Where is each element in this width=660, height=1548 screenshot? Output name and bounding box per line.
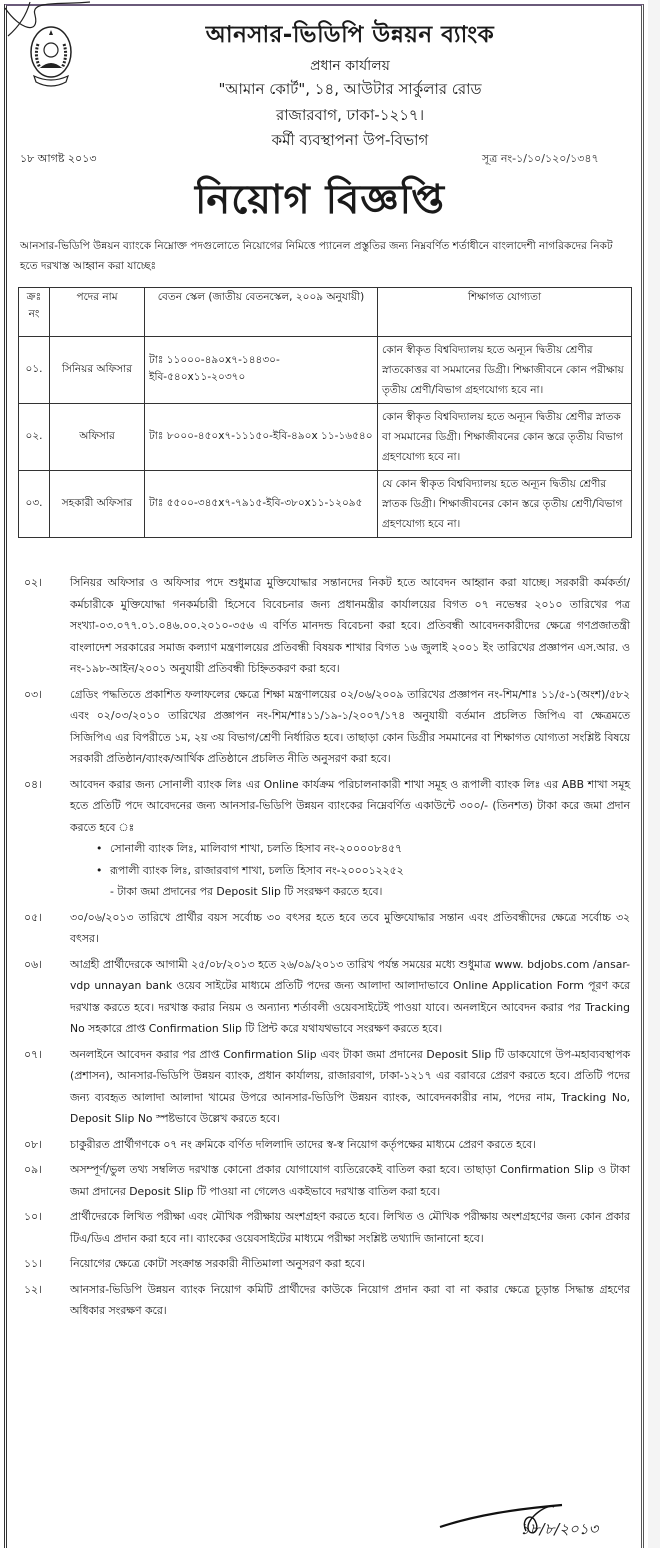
row-serial: ০৩. bbox=[19, 471, 50, 538]
clause-number: ০৪। bbox=[24, 777, 42, 791]
table-header-row bbox=[19, 288, 632, 337]
bank-account-item: • সোনালী ব্যাংক লিঃ, মালিবাগ শাখা, চলতি হিসাব নং-২০০০০৮৪৫৭ bbox=[96, 838, 630, 860]
row-post-name: অফিসার bbox=[50, 404, 145, 471]
clause-text: আবেদন করার জন্য সোনালী ব্যাংক লিঃ এর Online কার্যক্রম পরিচালনাকারী শাখা সমূহ ও রূপালী ব্যাংক লিঃ এর ABB শাখা সমূহ হতে প্রতিটি পদে আবেদনের জন্য আনসার-ভিডিপি উন্নয়ন ব্যাংকের নিম্নেবর্ণিত একাউন্টে ৩০০/- (তিনশত) টাকা করে জমা প্রদান করতে হবে ঃ bbox=[70, 777, 630, 834]
clause-07 bbox=[18, 1044, 638, 1130]
clause-text: নিয়োগের ক্ষেত্রে কোটা সংক্রান্ত সরকারী নীতিমালা অনুসরণ করা হবে। bbox=[70, 1257, 365, 1270]
clause-10 bbox=[18, 1206, 638, 1249]
clause-text: আনসার-ভিডিপি উন্নয়ন ব্যাংক নিয়োগ কমিটি প্রার্থীদের কাউকে নিয়োগ প্রদান করা বা না করার ক্ষেত্রে চূড়ান্ত সিদ্ধান্ত গ্রহণের অধিকার সংরক্ষণ করে। bbox=[70, 1282, 630, 1317]
page-edge bbox=[648, 0, 660, 1548]
clause-05 bbox=[18, 907, 638, 950]
bank-account-list bbox=[70, 838, 630, 881]
row-post-name: সহকারী অফিসার bbox=[50, 471, 145, 538]
head-office-label: প্রধান কার্যালয় bbox=[310, 58, 390, 74]
clause-02 bbox=[18, 572, 638, 680]
posts-table bbox=[18, 287, 632, 538]
header-education: শিক্ষাগত যোগ্যতা bbox=[378, 288, 632, 337]
header-serial: ক্রঃ নং bbox=[19, 288, 50, 337]
bank-emblem-icon bbox=[28, 24, 74, 92]
row-pay-scale: টাঃ ৫৫০০-৩৪৫x৭-৭৯১৫-ইবি-৩৮০x১১-১২০৯৫ bbox=[145, 471, 378, 538]
clause-number: ১২। bbox=[24, 1282, 42, 1296]
bank-name: আনসার-ভিডিপি উন্নয়ন ব্যাংক bbox=[205, 22, 495, 48]
deposit-slip-note: - টাকা জমা প্রদানের পর Deposit Slip টি সংরক্ষণ করতে হবে। bbox=[110, 885, 383, 898]
table-row bbox=[19, 404, 632, 471]
notice-date: ১৮ আগষ্ট ২০১৩ bbox=[20, 152, 97, 165]
clause-08 bbox=[18, 1134, 638, 1156]
table-row bbox=[19, 471, 632, 538]
clause-06 bbox=[18, 954, 638, 1040]
clause-09 bbox=[18, 1159, 638, 1202]
row-serial: ০১. bbox=[19, 337, 50, 404]
clause-number: ০৩। bbox=[24, 687, 42, 701]
clause-number: ০৫। bbox=[24, 910, 42, 924]
clause-number: ১১। bbox=[24, 1257, 42, 1270]
clause-12 bbox=[18, 1279, 638, 1322]
clause-text: অসম্পূর্ণ/ভুল তথ্য সম্বলিত দরখাস্ত কোনো প্রকার যোগাযোগ ব্যতিরেকেই বাতিল করা হবে। তাছাড়া Confirmation Slip ও টাকা জমা প্রদানের Deposit Slip টি পাওয়া না গেলেও একইভাবে দরখাস্ত বাতিল করা হবে। bbox=[70, 1163, 630, 1198]
row-pay-scale: টাঃ ১১০০০-৪৯০x৭-১৪৪৩০-ইবি-৫৪০x১১-২০৩৭০ bbox=[145, 337, 378, 404]
clause-body bbox=[70, 774, 638, 903]
clause-text: চাকুরীরত প্রার্থীগণকে ০৭ নং ক্রমিকে বর্ণিত দলিলাদি তাদের স্ব-স্ব নিয়োগ কর্তৃপক্ষের মাধ্যমে প্রেরণ করতে হবে। bbox=[70, 1137, 537, 1151]
department-label: কর্মী ব্যবস্থাপনা উপ-বিভাগ bbox=[271, 131, 429, 149]
clause-number: ০২। bbox=[24, 576, 42, 589]
clause-03 bbox=[18, 684, 638, 770]
bank-account-item: • রূপালী ব্যাংক লিঃ, রাজারবাগ শাখা, চলতি হিসাব নং-২০০০১২২৫২ bbox=[96, 860, 630, 882]
header-pay-scale: বেতন স্কেল (জাতীয় বেতনস্কেল, ২০০৯ অনুযায়ী) bbox=[145, 288, 378, 337]
clause-11 bbox=[18, 1253, 638, 1275]
clause-04 bbox=[18, 774, 638, 903]
header-post-name: পদের নাম bbox=[50, 288, 145, 337]
row-pay-scale: টাঃ ৮০০০-৪৫০x৭-১১১৫০-ইবি-৪৯০x ১১-১৬৫৪০ bbox=[145, 404, 378, 471]
clause-number: ০৯। bbox=[24, 1163, 42, 1176]
row-education: কোন স্বীকৃত বিশ্ববিদ্যালয় হতে অন্যূন দ্বিতীয় শ্রেণীর স্নাতক বা সমমানের ডিগ্রী। শিক্ষাজীবনের কোন স্তরে তৃতীয় বিভাগ গ্রহণযোগ্য হবে না। bbox=[378, 404, 632, 471]
row-education: যে কোন স্বীকৃত বিশ্ববিদ্যালয় হতে অন্যূন দ্বিতীয় শ্রেণীর স্নাতক ডিগ্রী। শিক্ষাজীবনের কোন স্তরে তৃতীয় শ্রেণী/বিভাগ গ্রহণযোগ্য হবে না। bbox=[378, 471, 632, 538]
clause-text: ৩০/০৬/২০১৩ তারিখে প্রার্থীর বয়স সর্বোচ্চ ৩০ বৎসর হতে হবে তবে মুক্তিযোদ্ধার সন্তান এবং প্রতিবন্ধীদের ক্ষেত্রে সর্বোচ্চ ৩২ বৎসর। bbox=[70, 910, 630, 945]
clause-text: প্রার্থীদেরকে লিখিত পরীক্ষা এবং মৌখিক পরীক্ষায় অংশগ্রহণ করতে হবে। লিখিত ও মৌখিক পরীক্ষায় অংশগ্রহণের জন্য কোন প্রকার টিএ/ডিএ প্রদান করা হবে না। ব্যাংকের ওয়েবসাইটের মাধ্যমে পরীক্ষা সংশ্লিষ্ট তথ্যাদি জানানো হবে। bbox=[70, 1210, 630, 1245]
terms-list bbox=[18, 572, 638, 1326]
address-line-2: রাজারবাগ, ঢাকা-১২১৭। bbox=[275, 106, 425, 124]
clause-text: গ্রেডিং পদ্ধতিতে প্রকাশিত ফলাফলের ক্ষেত্রে শিক্ষা মন্ত্রণালয়ের ০২/০৬/২০০৯ তারিখের প্রজ্ঞাপন নং-শিম/শাঃ ১১/৫-১(অংশ)/৫৮২ এবং ০২/০৩/২০১০ তারিখের প্রজ্ঞাপন নং-শিম/শাঃ১১/১৯-১/২০০৭/১৭৪ অনুযায়ী বর্তমান প্রচলিত জিপিএ বা ক্ষেত্রমতে সিজিপিএ এর বিপরীতে ১ম, ২য় ৩য় বিভাগ/শ্রেণী নির্ধারিত হবে। তাছাড়া কোন ডিগ্রীর সমমানের বা শিক্ষাগত যোগ্যতা সংশ্লিষ্ট বিষয়ে সরকারী প্রতিষ্ঠান/ব্যাংক/আর্থিক প্রতিষ্ঠানে প্রচলিত নীতি অনুসরণ করা হবে। bbox=[70, 687, 630, 765]
row-education: কোন স্বীকৃত বিশ্ববিদ্যালয় হতে অন্যূন দ্বিতীয় শ্রেণীর স্নাতকোত্তর বা সমমানের ডিগ্রী। শিক্ষাজীবনে কোন পরীক্ষায় তৃতীয় শ্রেণী/বিভাগ গ্রহণযোগ্য হবে না। bbox=[378, 337, 632, 404]
clause-text: আগ্রহী প্রার্থীদেরকে আগামী ২৫/০৮/২০১৩ হতে ২৬/০৯/২০১৩ তারিখ পর্যন্ত সময়ের মধ্যে শুধুমাত্র www. bdjobs.com /ansar-vdp unnayan bank ওয়েব সাইটের মাধ্যমে প্রতিটি পদের জন্য আলাদা আলাদাভাবে Online Application Form পূরণ করে দরখাস্ত করতে হবে। দরখাস্ত করার নিয়ম ও অন্যান্য শর্তাবলী ওয়েবসাইটেই পাওয়া যাবে। অনলাইনে আবেদন করার পর Tracking No সহকারে প্রাপ্ত Confirmation Slip টি প্রিন্ট করে যথাযথভাবে সংরক্ষণ করতে হবে। bbox=[70, 957, 630, 1035]
clause-number: ১০। bbox=[24, 1210, 42, 1223]
table-row bbox=[19, 337, 632, 404]
address-line-1: "আমান কোর্ট", ১৪, আউটার সার্কুলার রোড bbox=[218, 80, 482, 98]
clause-number: ০৮। bbox=[24, 1137, 42, 1151]
row-serial: ০২. bbox=[19, 404, 50, 471]
signature-date: ১৮/৮/২০১৩ bbox=[520, 1520, 599, 1538]
reference-number: সূত্র নং-১/১০/১২০/১৩৪৭ bbox=[482, 152, 599, 165]
clause-text: সিনিয়র অফিসার ও অফিসার পদে শুধুমাত্র মুক্তিযোদ্ধার সন্তানদের নিকট হতে আবেদন আহ্বান করা যাচ্ছে। সরকারী কর্মকর্তা/কর্মচারীকে মুক্তিযোদ্ধা গনকর্মচারী হিসেবে বিবেচনার জন্য প্রধানমন্ত্রীর কার্যালয়ের বিগত ০৭ নভেম্বর ২০১০ তারিখের পত্র সংখ্যা-০৩.০৭৭.০১.০৪৬.০০.২০১০-৩৫৬ এ বর্ণিত মানদন্ড বিবেচনা করা হবে। প্রতিবন্ধী আবেদনকারীদের ক্ষেত্রে গণপ্রজাতন্ত্রী বাংলাদেশ সরকারের সমাজ কল্যাণ মন্ত্রণালয়ের প্রতিবন্ধী বিষয়ক শাখার বিগত ১৬ জুলাই ২০০১ ইং তারিখের প্রজ্ঞাপন এস.আর. ও নং-১৯৮-আইন/২০০১ অনুযায়ী প্রতিবন্ধী চিহ্নিতকরণ করা হবে। bbox=[70, 576, 630, 675]
row-post-name: সিনিয়র অফিসার bbox=[50, 337, 145, 404]
clause-text: অনলাইনে আবেদন করার পর প্রাপ্ত Confirmation Slip এবং টাকা জমা প্রদানের Deposit Slip টি ডাকযোগে উপ-মহাব্যবস্থাপক (প্রশাসন), আনসার-ভিডিপি উন্নয়ন ব্যাংক, প্রধান কার্যালয়, রাজারবাগ, ঢাকা-১২১৭ এর বরাবরে প্রেরণ করতে হবে। প্রতিটি পদের জন্য ব্যবহৃত আলাদা আলাদা খামের উপরে আনসার-ভিডিপি উন্নয়ন ব্যাংক, আবেদনকারীর নাম, পদের নাম, Tracking No, Deposit Slip No স্পষ্টভাবে উল্লেখ করতে হবে। bbox=[70, 1047, 630, 1125]
notice-title: নিয়োগ বিজ্ঞপ্তি bbox=[194, 177, 445, 223]
clause-number: ০৭। bbox=[24, 1047, 42, 1061]
clause-number: ০৬। bbox=[24, 957, 42, 971]
intro-paragraph: আনসার-ভিডিপি উন্নয়ন ব্যাংকে নিম্নোক্ত পদগুলোতে নিয়োগের নিমিত্তে প্যানেল প্রস্তুতির জন্য নিম্নবর্ণিত শর্তাধীনে বাংলাদেশী নাগরিকদের নিকট হতে দরখাস্ত আহ্বান করা যাচ্ছেঃ bbox=[20, 240, 613, 272]
